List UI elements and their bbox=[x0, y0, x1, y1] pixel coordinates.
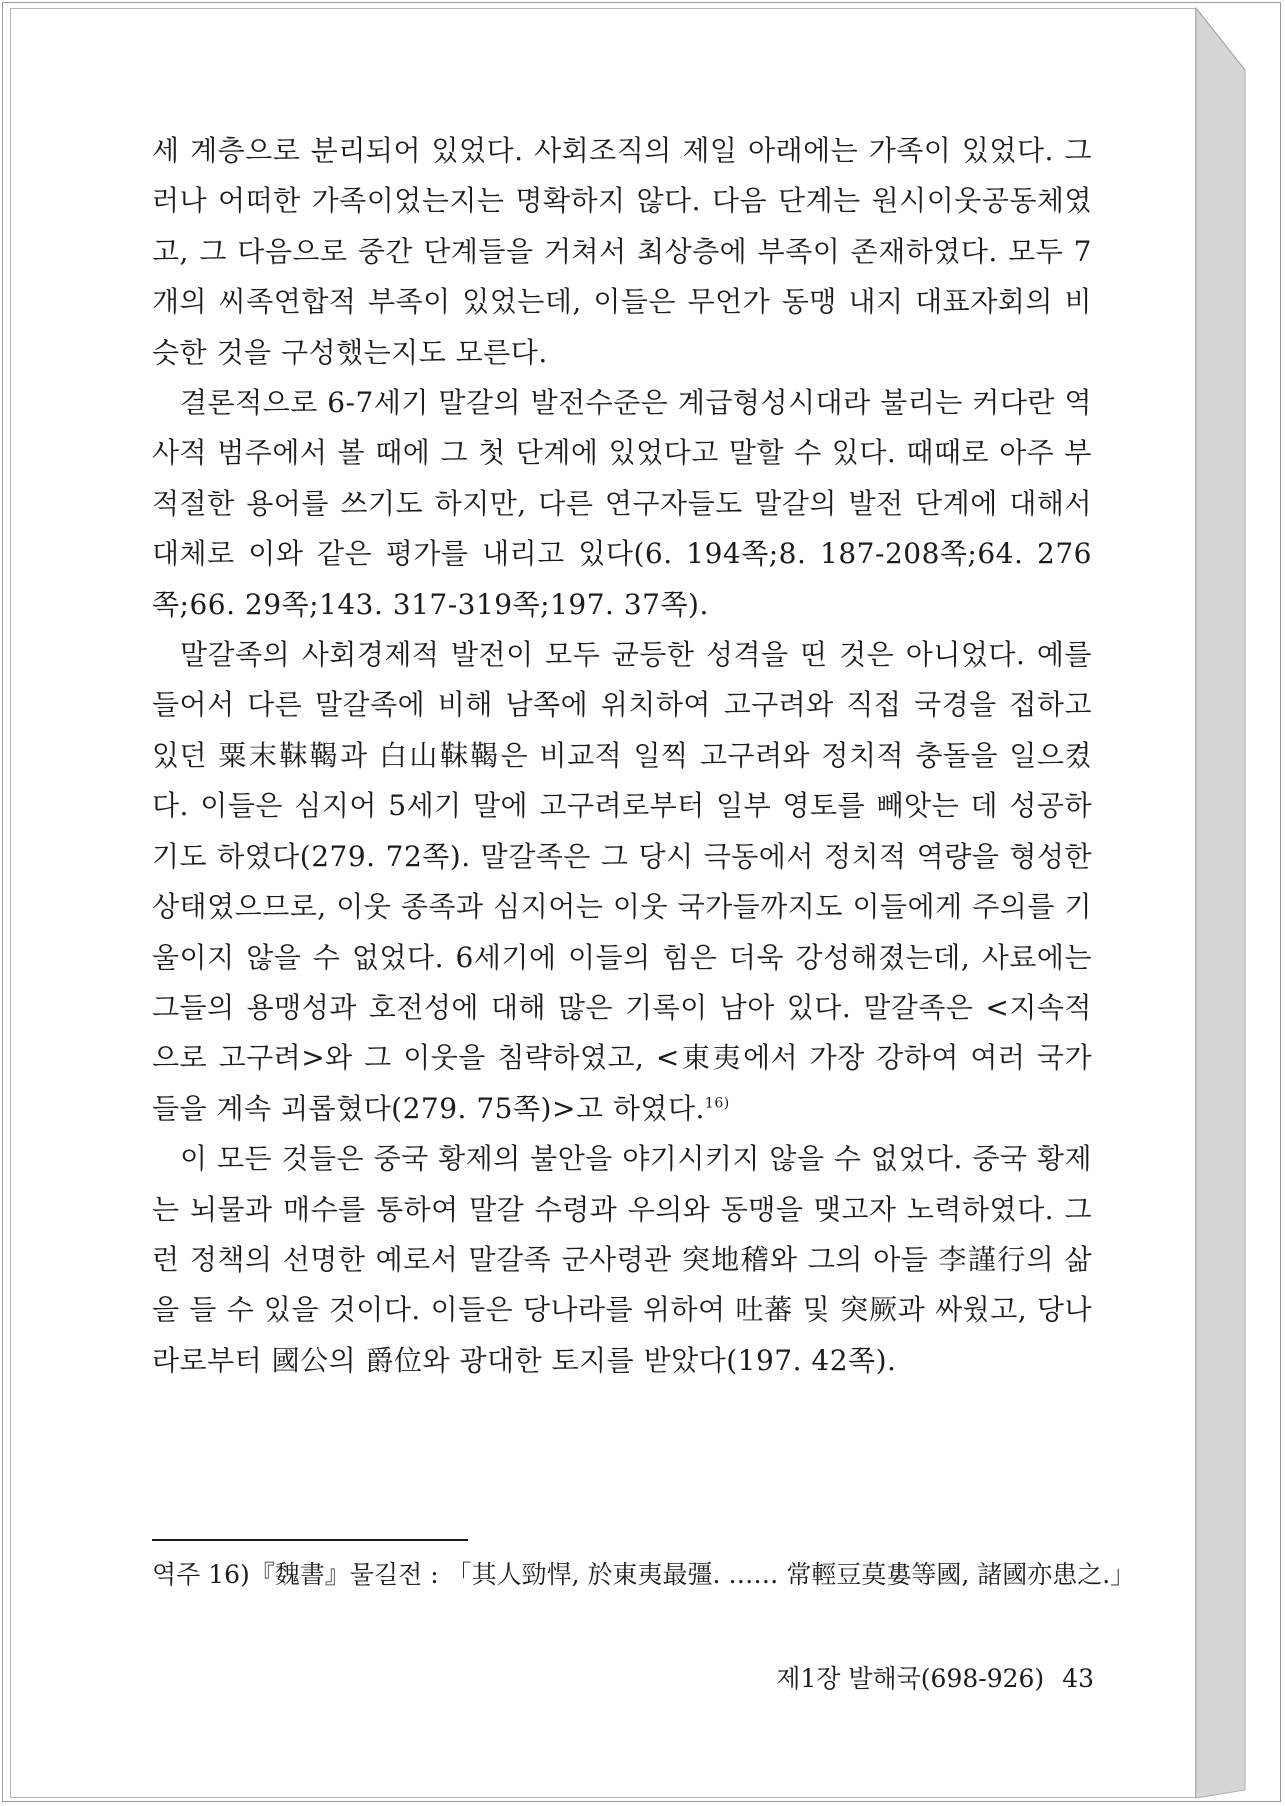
paragraph-3-text: 말갈족의 사회경제적 발전이 모두 균등한 성격을 띤 것은 아니었다. 예를 들어서 다른 말갈족에 비해 남쪽에 위치하여 고구려와 직접 국경을 접하고 있던 粟末靺鞨과 白山靺鞨은 비교적 일찍 고구려와 정치적 충돌을 일으켰다. 이들은 심지어 5세기 말에 고구려로부터 일부 영토를 빼앗는 데 성공하기도 하였다(279. 72쪽). 말갈족은 그 당시 극동에서 정치적 역량을 형성한 상태였으므로, 이웃 종족과 심지어는 이웃 국가들까지도 이들에게 주의를 기울이지 않을 수 없었다. 6세기에 이들의 힘은 더욱 강성해졌는데, 사료에는 그들의 용맹성과 호전성에 대해 많은 기록이 남아 있다. 말갈족은 <지속적으로 고구려>와 그 이웃을 침략하였고, <東夷에서 가장 강하여 여러 국가들을 계속 괴롭혔다(279. 75쪽)>고 하였다. bbox=[152, 638, 1092, 1125]
footnote-marker[interactable]: 16) bbox=[704, 1095, 730, 1112]
footnote: 역주 16)『魏書』물길전 : 「其人勁悍, 於東夷最彊. …… 常輕豆莫婁等國, 諸國亦患之.」 bbox=[152, 1560, 1136, 1589]
running-footer bbox=[700, 1661, 1094, 1697]
paragraph-2: 결론적으로 6-7세기 말갈의 발전수준은 계급형성시대라 불리는 커다란 역사적 범주에서 볼 때에 그 첫 단계에 있었다고 말할 수 있다. 때때로 아주 부적절한 용어를 쓰기도 하지만, 다른 연구자들도 말갈의 발전 단계에 대해서 대체로 이와 같은 평가를 내리고 있다(6. 194쪽;8. 187-208쪽;64. 276쪽;66. 29쪽;143. 317-319쪽;197. 37쪽). bbox=[152, 386, 1092, 621]
page-number: 43 bbox=[1062, 1664, 1094, 1693]
footnote-divider bbox=[152, 1539, 468, 1541]
paragraph-4: 이 모든 것들은 중국 황제의 불안을 야기시키지 않을 수 없었다. 중국 황제는 뇌물과 매수를 통하여 말갈 수령과 우의와 동맹을 맺고자 노력하였다. 그런 정책의 선명한 예로서 말갈족 군사령관 突地稽와 그의 아들 李謹行의 삶을 들 수 있을 것이다. 이들은 당나라를 위하여 吐蕃 및 突厥과 싸웠고, 당나라로부터 國公의 爵位와 광대한 토지를 받았다(197. 42쪽). bbox=[152, 1142, 1092, 1377]
paragraph-1: 세 계층으로 분리되어 있었다. 사회조직의 제일 아래에는 가족이 있었다. 그러나 어떠한 가족이었는지는 명확하지 않다. 다음 단계는 원시이웃공동체였고, 그 다음으로 중간 단계들을 거쳐서 최상층에 부족이 존재하였다. 모두 7개의 씨족연합적 부족이 있었는데, 이들은 무언가 동맹 내지 대표자회의 비슷한 것을 구성했는지도 모른다. bbox=[152, 134, 1092, 369]
running-title: 제1장 발해국(698-926) bbox=[776, 1664, 1045, 1693]
body-text bbox=[152, 126, 1092, 1386]
paragraph-3 bbox=[152, 630, 1092, 1134]
